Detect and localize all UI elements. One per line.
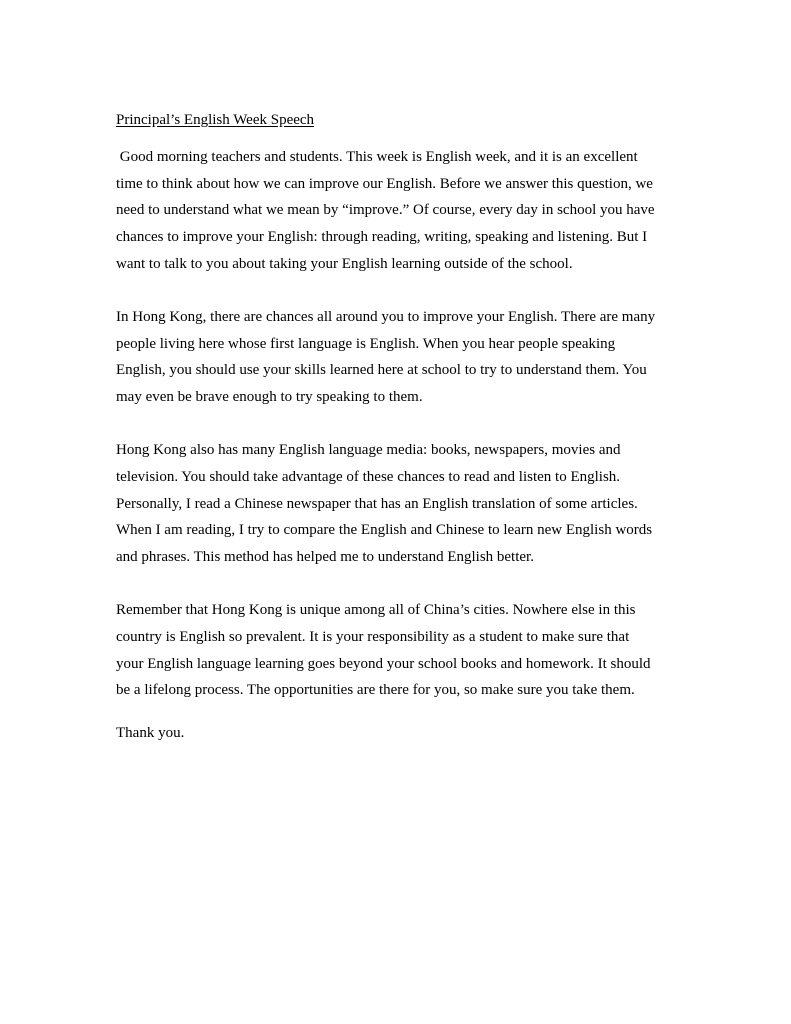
document-page: [116, 109, 676, 747]
paragraph-line: need to understand what we mean by “improve.” Of course, every day in school you have: [116, 202, 655, 219]
paragraph-spacer: [116, 411, 676, 438]
paragraph-spacer: [116, 704, 676, 720]
paragraph-line: your English language learning goes beyond your school books and homework. It should: [116, 655, 651, 672]
paragraph-line: Good morning teachers and students. This week is English week, and it is an excellent: [116, 149, 638, 165]
document-title: Principal’s English Week Speech: [116, 112, 315, 128]
paragraph-line: When I am reading, I try to compare the English and Chinese to learn new English words: [116, 522, 653, 539]
paragraph-line: want to talk to you about taking your English learning outside of the school.: [116, 255, 573, 272]
paragraph-line: may even be brave enough to try speaking to them.: [116, 389, 423, 406]
paragraph-spacer: [116, 278, 676, 305]
paragraph-remember: [116, 597, 676, 704]
paragraph-line: English, you should use your skills learned here at school to try to understand them. You: [116, 362, 647, 379]
paragraph-line: television. You should take advantage of these chances to read and listen to English.: [116, 469, 621, 486]
paragraph-line: time to think about how we can improve our English. Before we answer this question, we: [116, 175, 653, 192]
paragraph-spacer: [116, 571, 676, 598]
paragraph-english-media: [116, 437, 676, 571]
paragraph-line: Thank you.: [116, 725, 185, 742]
paragraph-line: be a lifelong process. The opportunities are there for you, so make sure you take them.: [116, 682, 635, 699]
paragraph-line: and phrases. This method has helped me to understand English better.: [116, 549, 534, 566]
paragraph-line: Hong Kong also has many English language media: books, newspapers, movies and: [116, 442, 621, 459]
paragraph-line: In Hong Kong, there are chances all around you to improve your English. There are many: [116, 309, 656, 326]
paragraph-closing: [116, 720, 676, 747]
paragraph-line: country is English so prevalent. It is your responsibility as a student to make sure that: [116, 629, 630, 646]
paragraph-hong-kong-chances: [116, 304, 676, 411]
paragraph-greeting: [116, 144, 676, 278]
paragraph-line: Remember that Hong Kong is unique among all of China’s cities. Nowhere else in this: [116, 602, 636, 619]
paragraph-line: people living here whose first language is English. When you hear people speaking: [116, 335, 616, 352]
paragraph-line: chances to improve your English: through reading, writing, speaking and listening. But I: [116, 229, 648, 246]
paragraph-line: Personally, I read a Chinese newspaper that has an English translation of some articles.: [116, 495, 638, 512]
